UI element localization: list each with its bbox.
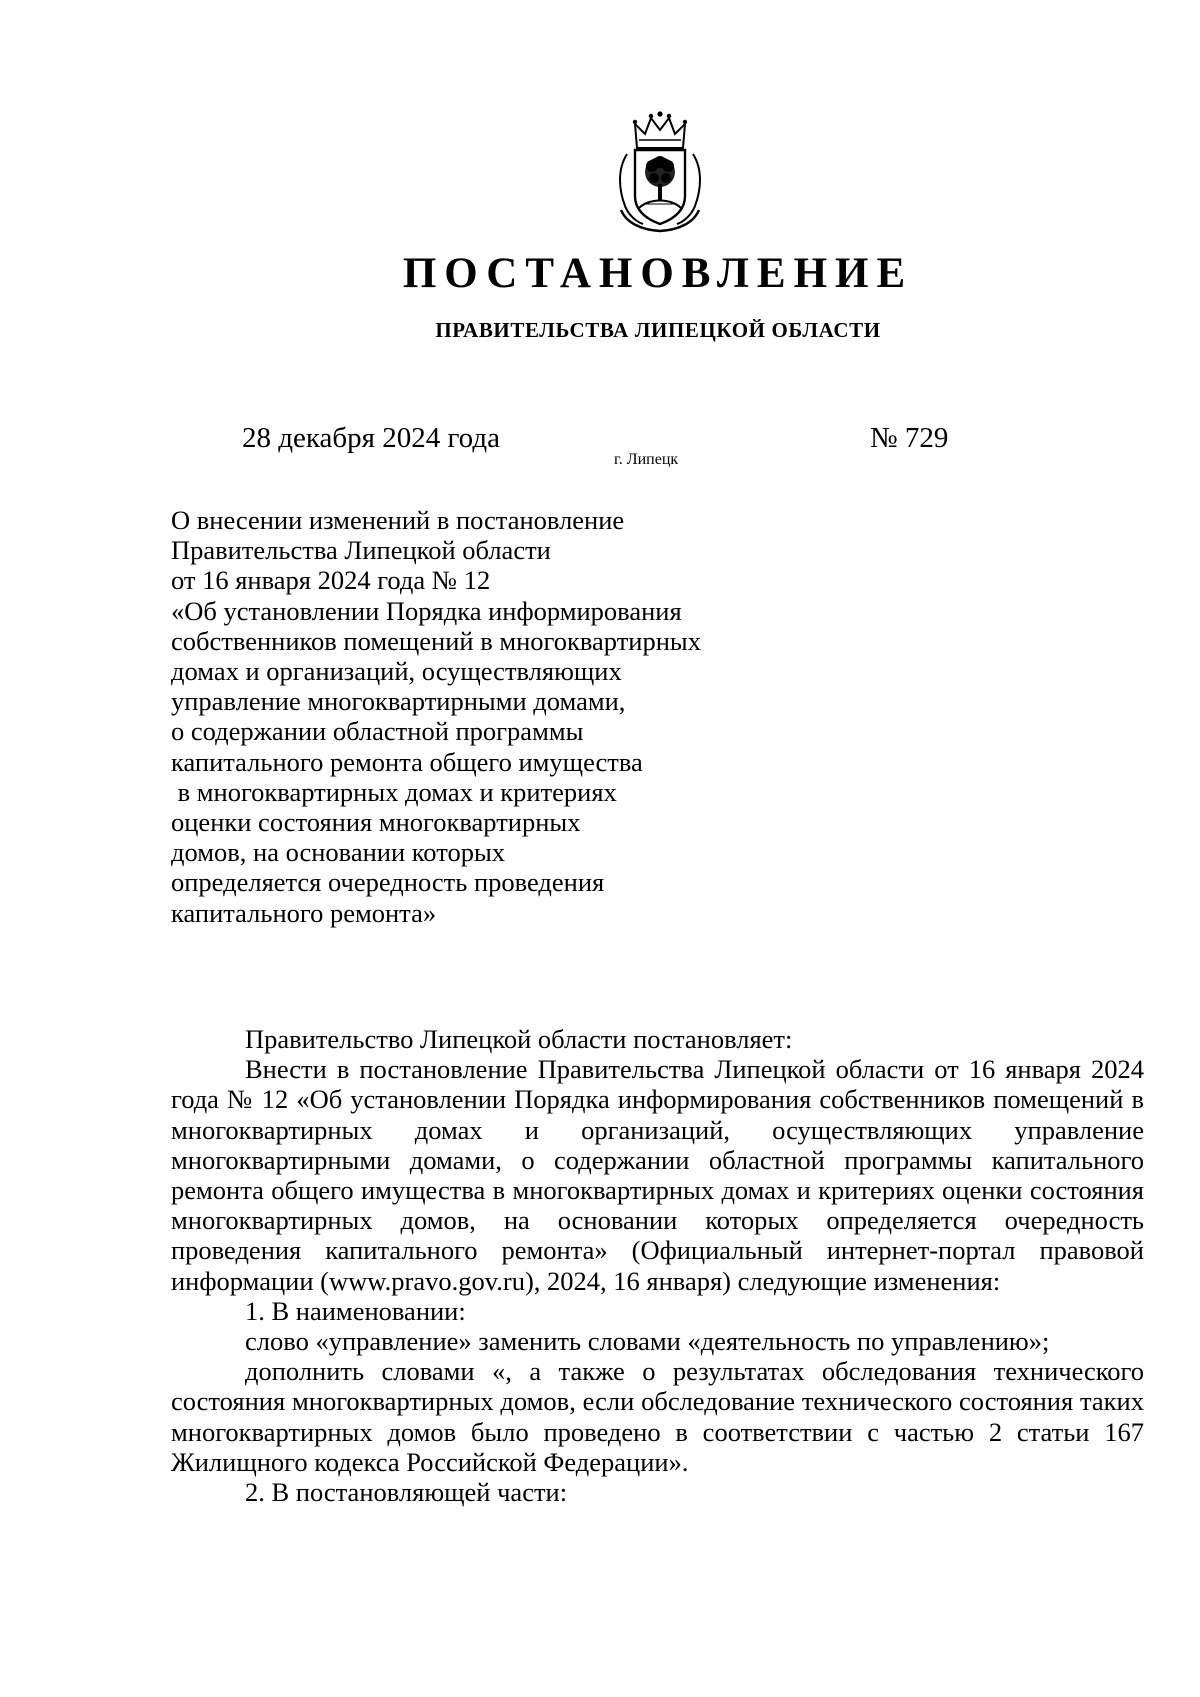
heading-line: «Об установлении Порядка информирования <box>171 595 682 626</box>
coat-of-arms-icon <box>613 110 707 235</box>
heading-line: управление многоквартирными домами, <box>171 686 626 717</box>
document-body <box>171 1024 1144 1507</box>
heading-line: определяется очередность проведения <box>171 867 605 898</box>
document-subtitle: ПРАВИТЕЛЬСТВА ЛИПЕЦКОЙ ОБЛАСТИ <box>435 318 881 342</box>
body-item-1-b: дополнить словами «, а также о результатах обследования технического состояния многоквартирных домов, если обследование технического состояния таких многоквартирных домов было проведено в соответствии с частью 2 статьи 167 Жилищного кодекса Российской Федерации». <box>171 1356 1144 1477</box>
heading-line: в многоквартирных домах и критериях <box>171 776 617 807</box>
heading-line: собственников помещений в многоквартирных <box>171 625 701 656</box>
heading-line: о содержании областной программы <box>171 716 584 747</box>
document-city: г. Липецк <box>614 451 679 468</box>
heading-line: от 16 января 2024 года № 12 <box>171 565 491 596</box>
heading-line: капитального ремонта» <box>171 897 437 928</box>
document-title: ПОСТАНОВЛЕНИЕ <box>402 250 914 297</box>
document-number: № 729 <box>870 422 949 454</box>
body-item-1: 1. В наименовании: <box>245 1295 466 1326</box>
body-item-2: 2. В постановляющей части: <box>245 1477 568 1508</box>
document-heading <box>171 505 791 928</box>
heading-line: оценки состояния многоквартирных <box>171 807 581 838</box>
heading-line: Правительства Липецкой области <box>171 535 551 566</box>
body-preamble: Правительство Липецкой области постановляет: <box>245 1024 793 1054</box>
document-date: 28 декабря 2024 года <box>242 422 500 454</box>
heading-line: домов, на основании которых <box>171 837 505 868</box>
heading-line: капитального ремонта общего имущества <box>171 746 643 777</box>
body-item-1-a: слово «управление» заменить словами «деятельность по управлению»; <box>245 1326 1050 1357</box>
body-intro-paragraph: Внести в постановление Правительства Липецкой области от 16 января 2024 года № 12 «Об установлении Порядка информирования собственников помещений в многоквартирных домах и организаций, осуществляющих управление многоквартирными домами, о содержании областной программы капитального ремонта общего имущества в многоквартирных домах и критериях оценки состояния многоквартирных домов, на основании которых определяется очередность проведения капитального ремонта» (Официальный интернет-портал правовой информации (www.pravo.gov.ru), 2024, 16 января) следующие изменения: <box>171 1054 1144 1296</box>
heading-line: О внесении изменений в постановление <box>171 505 625 535</box>
heading-line: домах и организаций, осуществляющих <box>171 656 622 687</box>
coat-of-arms-emblem <box>613 110 707 235</box>
